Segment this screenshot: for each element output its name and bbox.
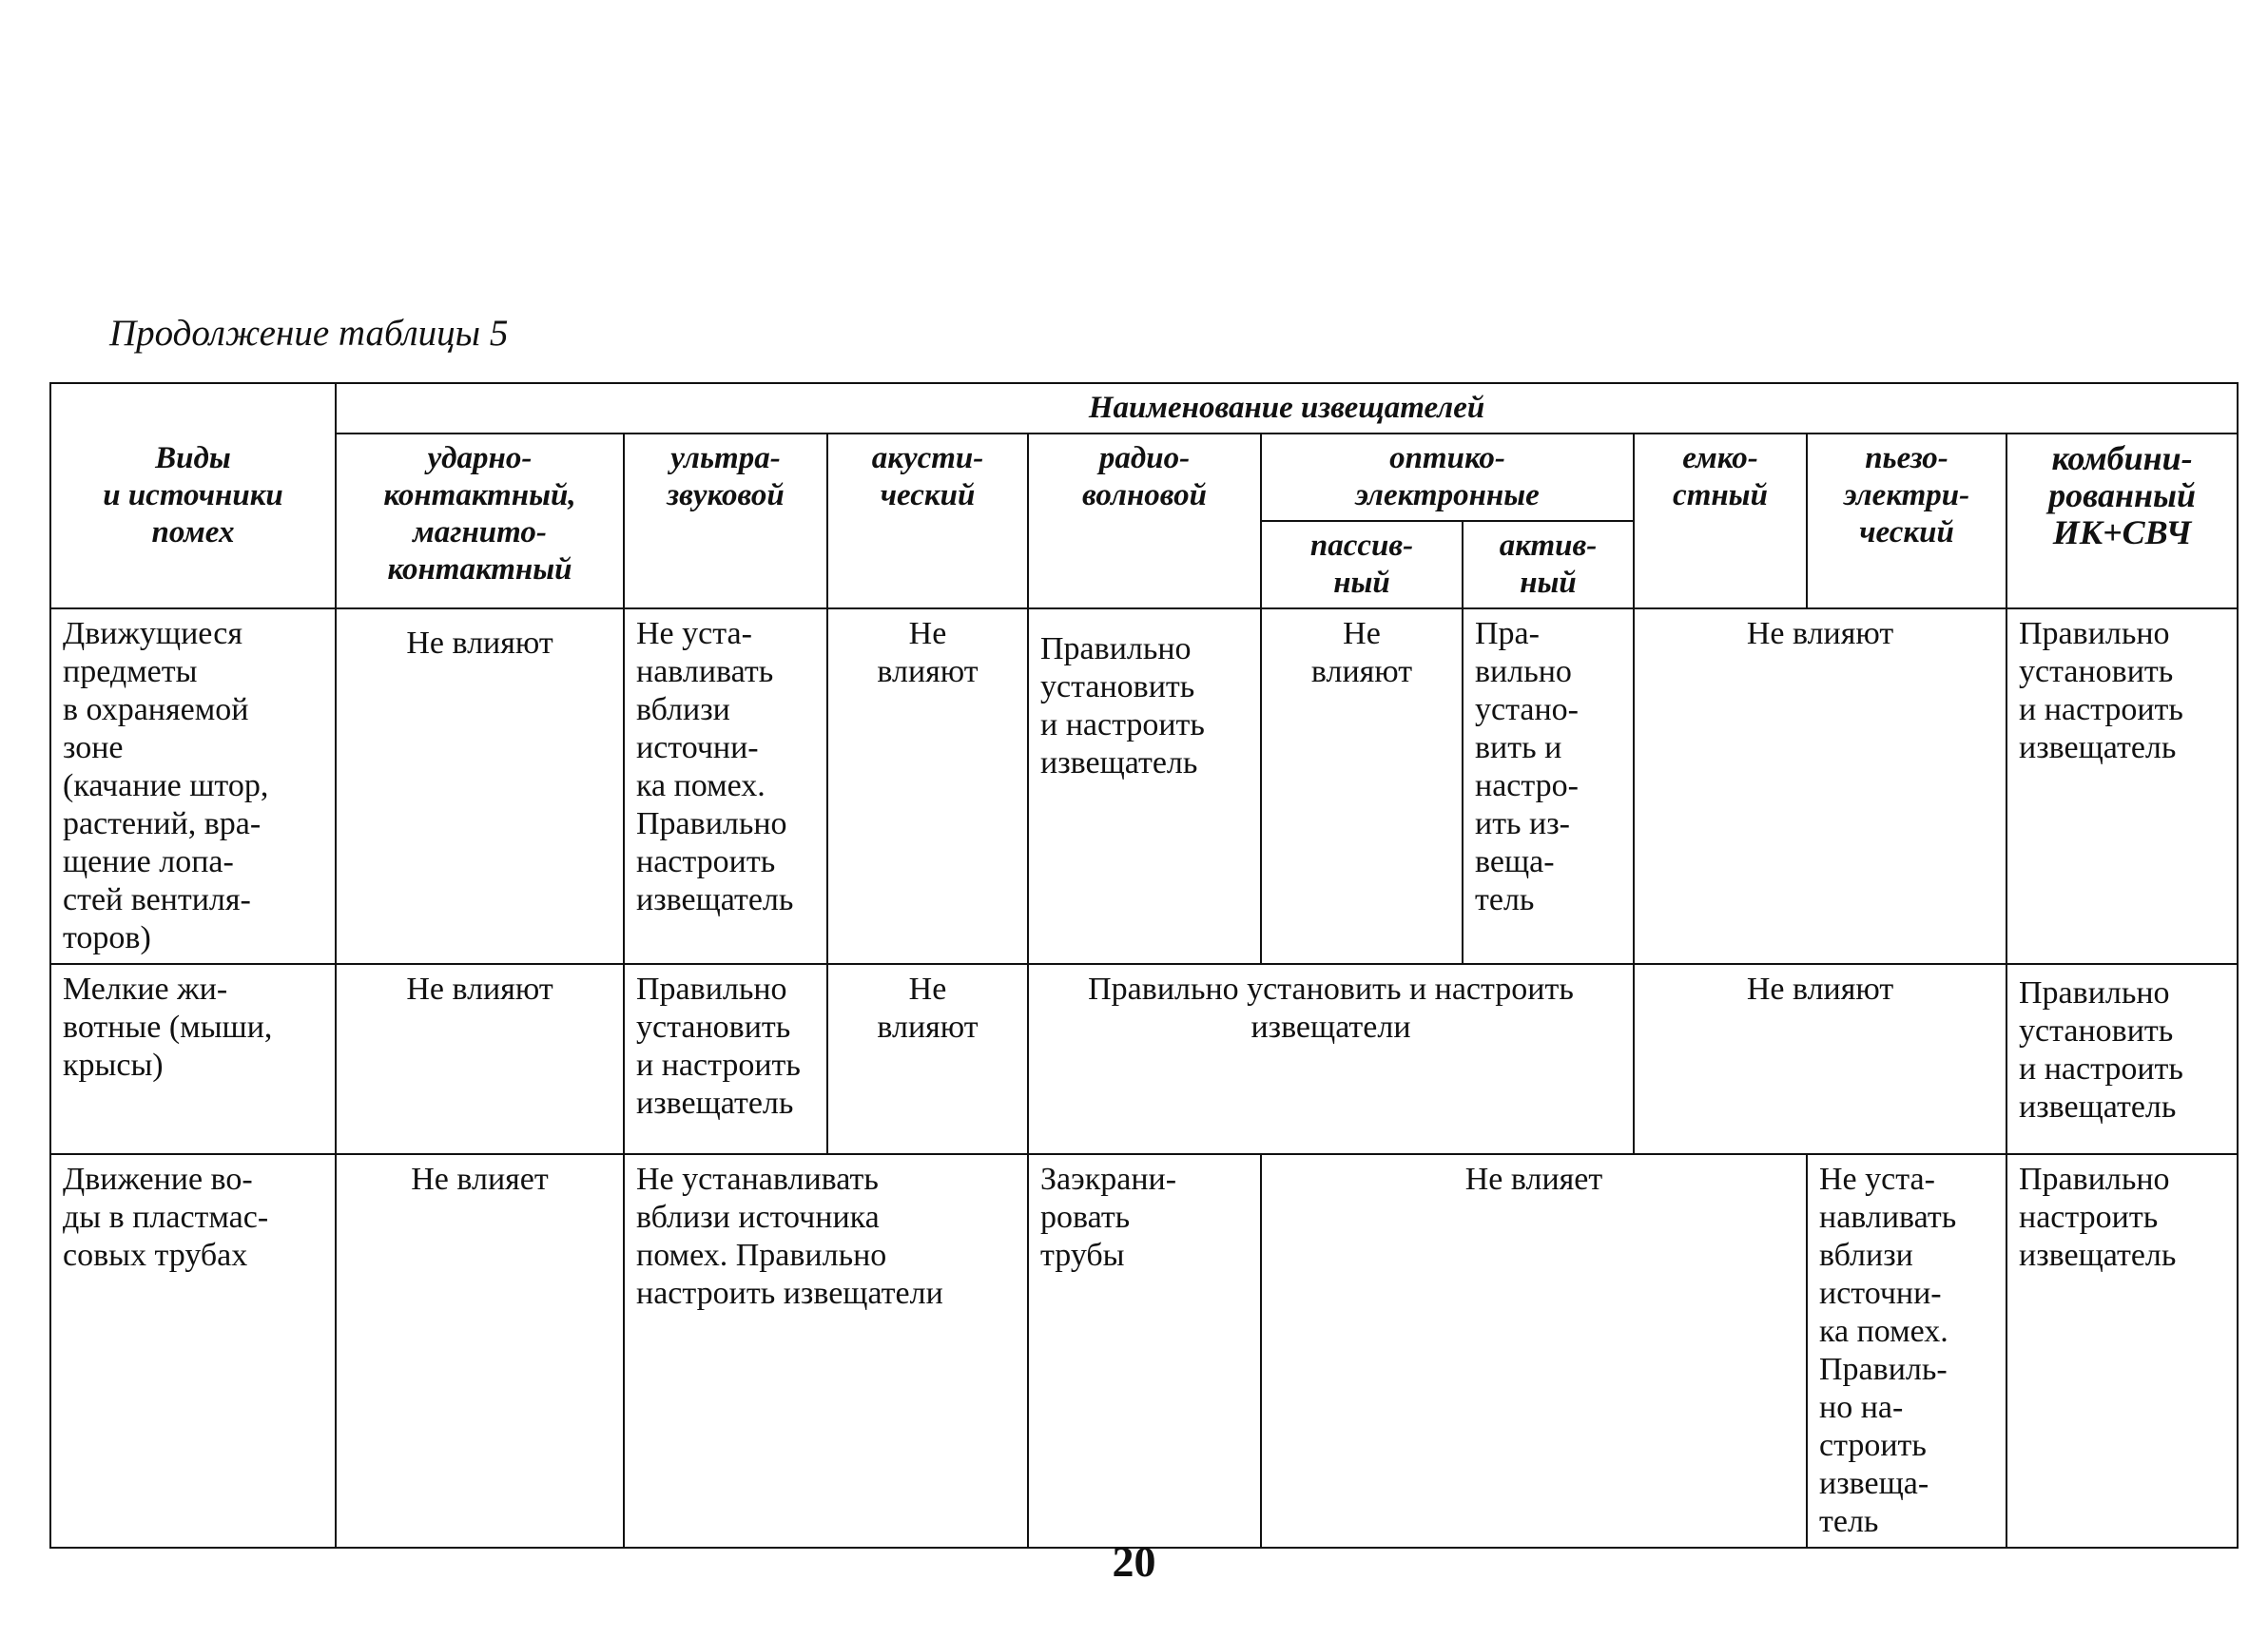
text-line: Виды [155, 441, 231, 475]
text-line: влияют [1310, 654, 1413, 689]
source-moving-objects [50, 608, 336, 964]
text-line: пьезо- [1865, 441, 1948, 475]
text-line: зоне [63, 730, 124, 765]
text-line: навливать [636, 654, 774, 689]
text-line: вблизи [1819, 1238, 1913, 1273]
text-line: Правильно [2019, 975, 2170, 1011]
text-line: Не [908, 616, 947, 651]
text-line: влияют [877, 654, 979, 689]
cell-acoustic [827, 964, 1028, 1154]
text-line: емко- [1682, 441, 1758, 475]
col-passive [1261, 521, 1463, 608]
text-line: и источники [103, 478, 283, 512]
text-line: Правильно [2019, 1162, 2170, 1197]
cell-combined [2006, 964, 2238, 1154]
text-line: растений, вра- [63, 806, 262, 841]
text-line: установить [1040, 669, 1195, 704]
table-row [50, 964, 2238, 1154]
text-line: ИК+СВЧ [2052, 513, 2192, 551]
col-ultrasonic [624, 434, 827, 608]
text-line: электронные [1355, 478, 1540, 512]
table-caption: Продолжение таблицы 5 [109, 313, 509, 354]
text-line: акусти- [871, 441, 984, 475]
text-line: звуковой [667, 478, 785, 512]
text-line: торов) [63, 920, 151, 955]
cell-opto-capacitive: Не влияет [1261, 1154, 1807, 1548]
text-line: вильно [1475, 654, 1572, 689]
text-line: Не уста- [636, 616, 752, 651]
col-radiowave [1028, 434, 1261, 608]
text-line: навливать [1819, 1200, 1957, 1235]
col-impact [336, 434, 624, 608]
text-line: извеща- [1819, 1466, 1929, 1501]
text-line: устано- [1475, 692, 1579, 727]
text-line: ческий [1859, 515, 1954, 549]
text-line: совых трубах [63, 1238, 248, 1273]
text-line: ческий [880, 478, 976, 512]
cell-ultrasonic [624, 964, 827, 1154]
text-line: рованный [2048, 476, 2196, 514]
text-line: электри- [1843, 478, 1970, 512]
row-header-cell [50, 383, 336, 608]
col-active [1463, 521, 1634, 608]
text-line: извещатель [636, 1086, 794, 1121]
text-line: ультра- [670, 441, 781, 475]
cell-impact: Не влияют [336, 608, 624, 964]
col-acoustic [827, 434, 1028, 608]
text-line: пассив- [1309, 529, 1414, 563]
cell-acoustic [827, 608, 1028, 964]
group-title: Наименование извещателей [336, 383, 2238, 434]
text-line: в охраняемой [63, 692, 249, 727]
text-line: строить [1819, 1428, 1927, 1463]
text-line: и настроить [2019, 1051, 2183, 1087]
text-line: извещатели [1250, 1010, 1411, 1045]
text-line: ка помех. [1819, 1314, 1948, 1349]
text-line: контактный, [383, 478, 576, 512]
text-line: настроить [636, 844, 776, 879]
text-line: и настроить [1040, 707, 1205, 742]
cell-radiowave [1028, 608, 1261, 964]
text-line: но на- [1819, 1390, 1904, 1425]
text-line: настроить [2019, 1200, 2159, 1235]
text-line: веща- [1475, 844, 1555, 879]
text-line: щение лопа- [63, 844, 234, 879]
text-line: Не устанавливать [636, 1162, 879, 1197]
text-line: источни- [636, 730, 759, 765]
text-line: тель [1819, 1504, 1879, 1539]
text-line: тель [1475, 882, 1535, 917]
cell-piezo [1807, 1154, 2006, 1548]
text-line: Правиль- [1819, 1352, 1948, 1387]
text-line: извещатель [636, 882, 794, 917]
text-line: Пра- [1475, 616, 1540, 651]
text-line: извещатель [2019, 1238, 2177, 1273]
text-line: (качание штор, [63, 768, 269, 803]
text-line: и настроить [636, 1048, 801, 1083]
text-line: вблизи источника [636, 1200, 880, 1235]
cell-impact: Не влияют [336, 964, 624, 1154]
text-line: ровать [1040, 1200, 1131, 1235]
text-line: комбини- [2051, 439, 2193, 477]
text-line: установить [2019, 654, 2174, 689]
cell-passive [1261, 608, 1463, 964]
text-line: Движущиеся [63, 616, 242, 651]
text-line: влияют [877, 1010, 979, 1045]
text-line: настроить извещатели [636, 1276, 943, 1311]
text-line: Правильно [2019, 616, 2170, 651]
text-line: контактный [387, 552, 572, 587]
text-line: установить [636, 1010, 791, 1045]
cell-active [1463, 608, 1634, 964]
cell-combined [2006, 608, 2238, 964]
text-line: Не [1343, 616, 1381, 651]
cell-capacitive-piezo: Не влияют [1634, 964, 2006, 1154]
text-line: извещатель [2019, 730, 2177, 765]
cell-combined [2006, 1154, 2238, 1548]
text-line: ка помех. [636, 768, 766, 803]
text-line: извещатель [1040, 745, 1198, 780]
cell-radio-opto [1028, 964, 1634, 1154]
text-line: трубы [1040, 1238, 1125, 1273]
text-line: оптико- [1389, 441, 1505, 475]
text-line: настро- [1475, 768, 1579, 803]
text-line: вить и [1475, 730, 1562, 765]
text-line: ударно- [427, 441, 533, 475]
col-capacitive [1634, 434, 1807, 608]
text-line: источни- [1819, 1276, 1942, 1311]
source-small-animals [50, 964, 336, 1154]
text-line: вблизи [636, 692, 730, 727]
text-line: извещатель [2019, 1089, 2177, 1125]
text-line: Мелкие жи- [63, 972, 228, 1007]
text-line: ный [1520, 566, 1577, 600]
text-line: Не [908, 972, 947, 1007]
text-line: Не уста- [1819, 1162, 1935, 1197]
text-line: помех [151, 515, 235, 549]
text-line: ды в пластмас- [63, 1200, 269, 1235]
text-line: Правильно [636, 806, 787, 841]
text-line: ить из- [1475, 806, 1571, 841]
text-line: Заэкрани- [1040, 1162, 1177, 1197]
text-line: стей вентиля- [63, 882, 251, 917]
text-line: магнито- [413, 515, 547, 549]
text-line: Правильно [636, 972, 787, 1007]
page-number: 20 [1112, 1537, 1156, 1586]
text-line: установить [2019, 1013, 2174, 1049]
cell-capacitive-piezo: Не влияют [1634, 608, 2006, 964]
text-line: Правильно установить и настроить [1088, 972, 1574, 1007]
text-line: актив- [1499, 529, 1598, 563]
text-line: помех. Правильно [636, 1238, 887, 1273]
col-combined [2006, 434, 2238, 608]
text-line: вотные (мыши, [63, 1010, 273, 1045]
table-row [50, 608, 2238, 964]
cell-ultra-acoustic [624, 1154, 1028, 1548]
source-water-in-pipes [50, 1154, 336, 1548]
text-line: радио- [1098, 441, 1191, 475]
text-line: ный [1333, 566, 1390, 600]
table-row [50, 1154, 2238, 1548]
col-optoelectronic [1261, 434, 1634, 521]
text-line: Движение во- [63, 1162, 253, 1197]
cell-ultrasonic [624, 608, 827, 964]
col-piezo [1807, 434, 2006, 608]
text-line: и настроить [2019, 692, 2183, 727]
text-line: Правильно [1040, 631, 1192, 666]
interference-table [49, 382, 2239, 1549]
text-line: предметы [63, 654, 198, 689]
text-line: волновой [1082, 478, 1207, 512]
cell-radiowave [1028, 1154, 1261, 1548]
text-line: крысы) [63, 1048, 164, 1083]
cell-impact: Не влияет [336, 1154, 624, 1548]
text-line: стный [1673, 478, 1768, 512]
